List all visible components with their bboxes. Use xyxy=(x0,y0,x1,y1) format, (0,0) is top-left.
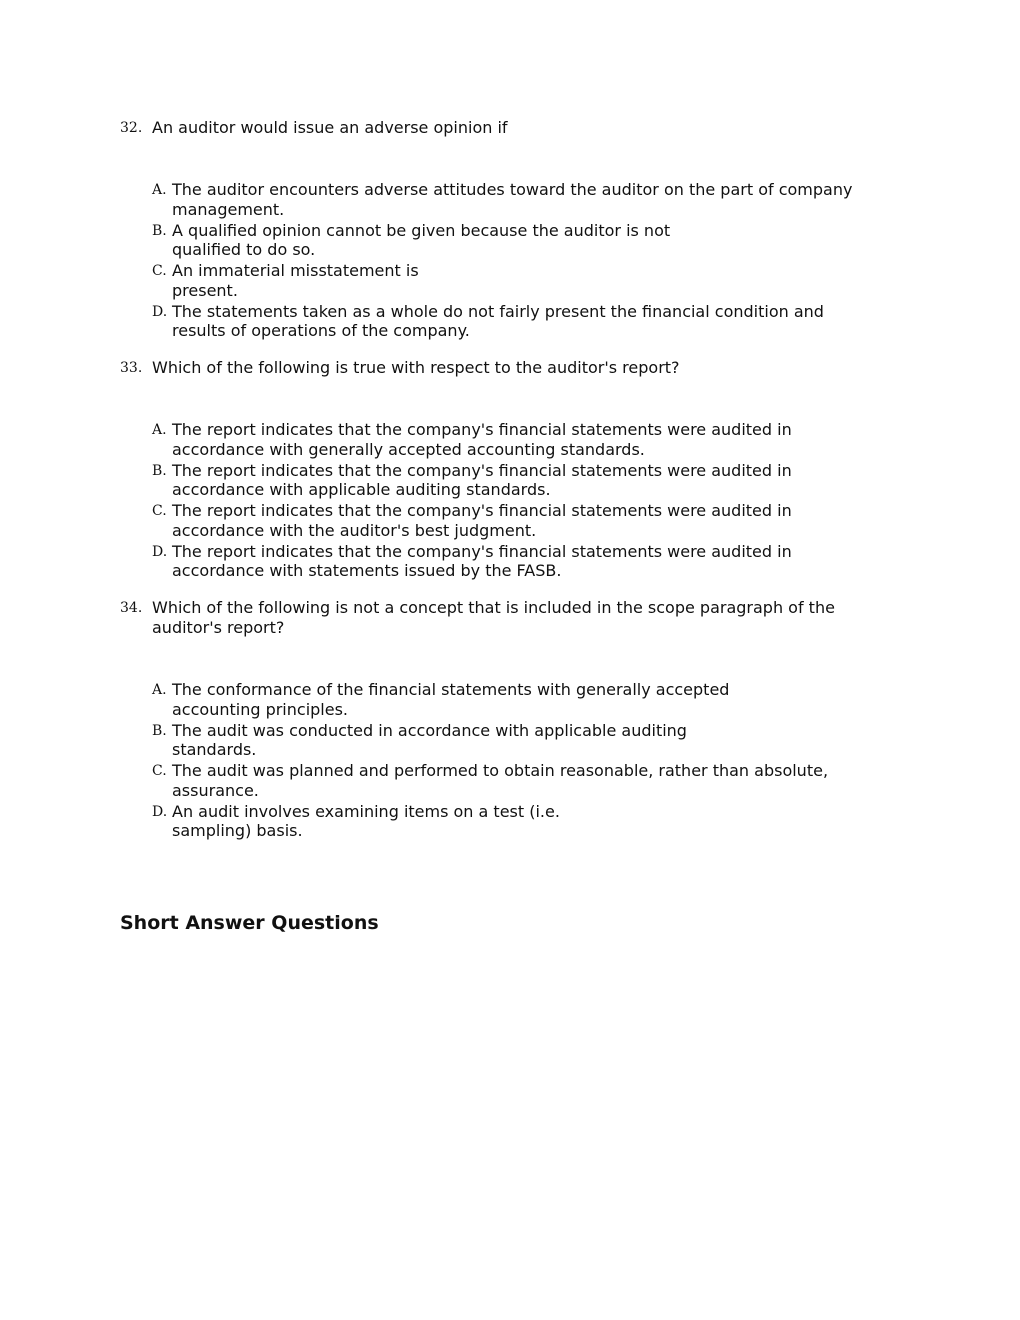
question-33 xyxy=(120,358,880,582)
option-line: accordance with the auditor's best judgment. xyxy=(172,520,537,540)
question-number: 34. xyxy=(120,600,143,616)
option-d xyxy=(152,302,880,341)
answer-options xyxy=(120,420,880,581)
option-c xyxy=(152,501,880,540)
option-d xyxy=(152,542,880,581)
option-a xyxy=(152,180,880,219)
question-text-line: Which of the following is not a concept that is included in the scope paragraph of the xyxy=(152,598,835,617)
option-d xyxy=(152,802,880,841)
option-letter: D. xyxy=(152,543,168,560)
question-text: An auditor would issue an adverse opinion if xyxy=(152,118,508,137)
answer-options xyxy=(120,180,880,341)
option-line: accounting principles. xyxy=(172,699,348,719)
option-b xyxy=(152,721,880,760)
question-stem xyxy=(120,118,880,138)
option-line: accordance with generally accepted accounting standards. xyxy=(172,439,645,459)
option-line: The auditor encounters adverse attitudes toward the auditor on the part of company xyxy=(172,180,853,199)
option-line: accordance with statements issued by the FASB. xyxy=(172,561,562,580)
option-line: qualified to do so. xyxy=(172,240,316,259)
option-letter: A. xyxy=(152,182,167,198)
option-line: standards. xyxy=(172,740,257,759)
option-letter: D. xyxy=(152,803,168,820)
question-number: 33. xyxy=(120,360,143,376)
option-letter: A. xyxy=(152,682,167,698)
option-letter: B. xyxy=(152,462,167,479)
question-number: 32. xyxy=(120,120,143,136)
option-line: accordance with applicable auditing standards. xyxy=(172,480,551,499)
option-c xyxy=(152,761,880,800)
option-line: The report indicates that the company's financial statements were audited in xyxy=(172,541,792,561)
question-text-line: auditor's report? xyxy=(152,618,285,637)
option-line: results of operations of the company. xyxy=(172,321,470,340)
option-letter: B. xyxy=(152,722,167,739)
option-letter: C. xyxy=(152,763,167,779)
question-stem xyxy=(120,598,880,638)
option-line: present. xyxy=(172,280,238,300)
option-letter: C. xyxy=(152,263,167,279)
option-line: The report indicates that the company's financial statements were audited in xyxy=(172,501,792,520)
option-line: The audit was planned and performed to obtain reasonable, rather than absolute, xyxy=(172,761,829,780)
option-letter: A. xyxy=(152,422,167,438)
option-line: The statements taken as a whole do not fairly present the financial condition and xyxy=(172,301,824,321)
question-32 xyxy=(120,118,880,342)
option-line: The audit was conducted in accordance with applicable auditing xyxy=(172,720,687,740)
option-letter: B. xyxy=(152,222,167,239)
option-line: management. xyxy=(172,199,285,219)
option-a xyxy=(152,420,880,459)
option-b xyxy=(152,461,880,500)
question-text: Which of the following is true with respect to the auditor's report? xyxy=(152,358,680,377)
option-line: The conformance of the financial statements with generally accepted xyxy=(172,680,730,699)
question-34 xyxy=(120,598,880,842)
option-line: A qualified opinion cannot be given because the auditor is not xyxy=(172,220,671,240)
section-heading: Short Answer Questions xyxy=(120,912,379,934)
option-line: assurance. xyxy=(172,780,259,800)
option-b xyxy=(152,221,880,260)
option-line: An immaterial misstatement is xyxy=(172,261,419,280)
question-stem xyxy=(120,358,880,378)
option-line: An audit involves examining items on a test (i.e. xyxy=(172,801,560,821)
answer-options xyxy=(120,680,880,841)
option-letter: D. xyxy=(152,303,168,320)
option-letter: C. xyxy=(152,503,167,519)
option-line: The report indicates that the company's financial statements were audited in xyxy=(172,420,792,439)
option-line: sampling) basis. xyxy=(172,821,303,840)
option-line: The report indicates that the company's financial statements were audited in xyxy=(172,460,792,480)
option-c xyxy=(152,261,880,300)
option-a xyxy=(152,680,880,719)
